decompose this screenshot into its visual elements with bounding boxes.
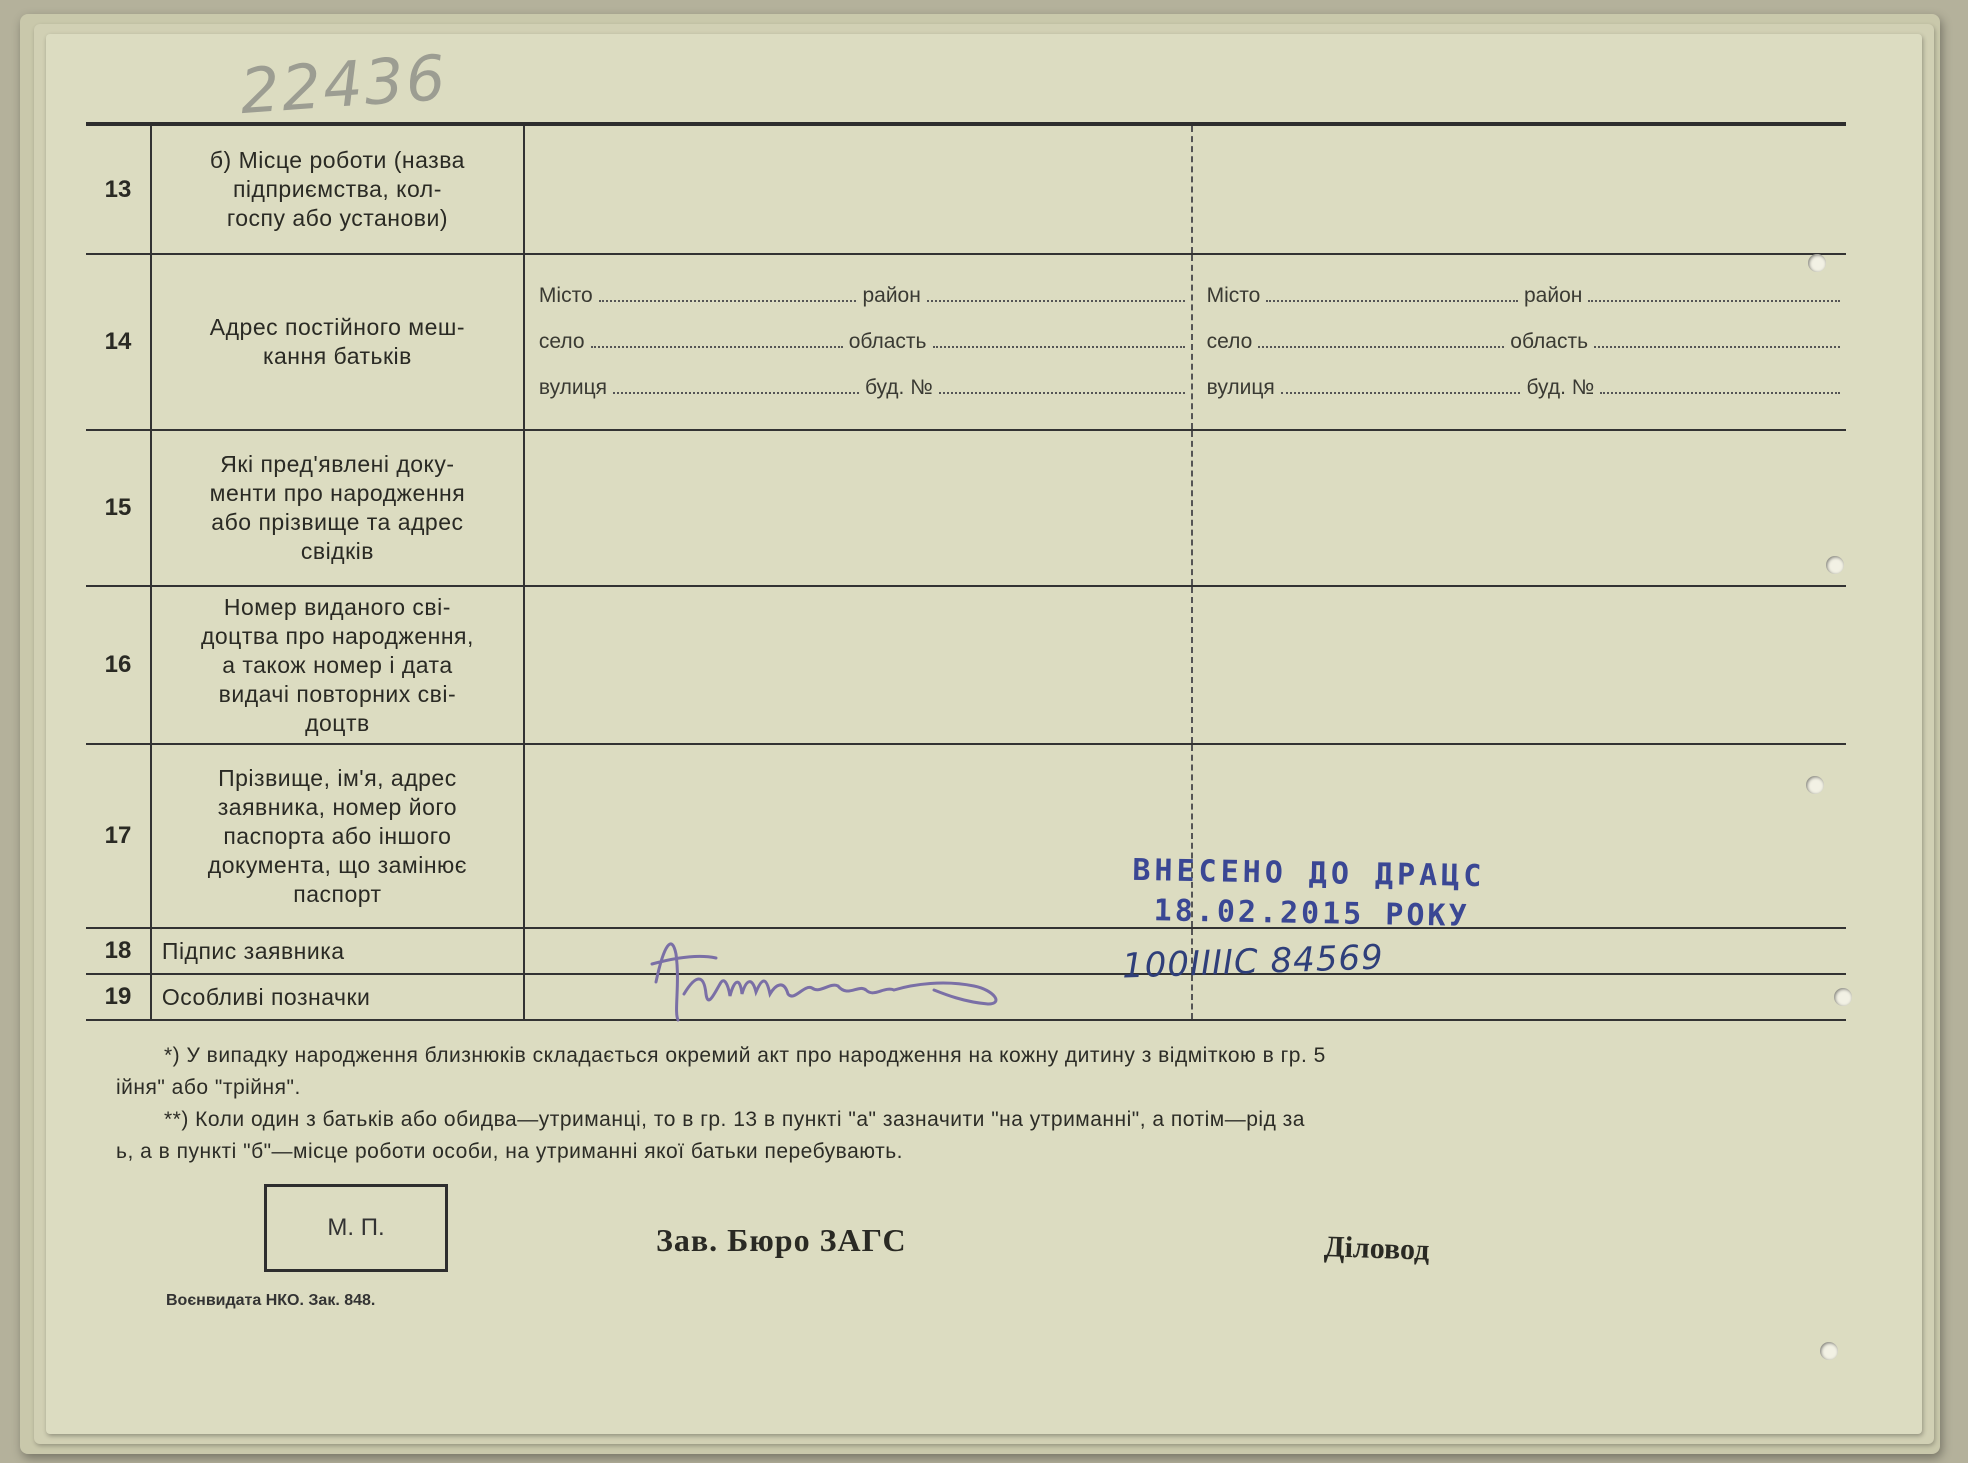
row-label-line: паспорта або іншого bbox=[223, 822, 452, 849]
address-label-region: область bbox=[848, 330, 927, 353]
row-label bbox=[151, 586, 524, 744]
row-label bbox=[151, 744, 524, 928]
binding-hole bbox=[1834, 988, 1852, 1006]
row-label-line: госпу або установи) bbox=[226, 205, 449, 231]
row-label-line: Номер виданого сві- bbox=[223, 593, 451, 620]
fill-in-line[interactable] bbox=[933, 332, 1185, 348]
row-label-line: Які пред'явлені доку- bbox=[220, 451, 455, 477]
father-cell[interactable] bbox=[524, 744, 1192, 928]
form-row bbox=[86, 586, 1846, 744]
address-line bbox=[1207, 319, 1846, 365]
father-cell[interactable] bbox=[524, 430, 1192, 586]
handwritten-record-number: 100IIIIC 84569 bbox=[1121, 937, 1385, 987]
footnote-1-cont: ійня" або "трійня". bbox=[116, 1076, 301, 1099]
address-label-district: район bbox=[862, 284, 921, 307]
fill-in-line[interactable] bbox=[1600, 378, 1840, 394]
footnote-2: **) Коли один з батьків або обидва—утриманці, то в гр. 13 в пункті "а" зазначити "на утриманні", а потім—рід за bbox=[164, 1108, 1305, 1131]
address-label-region: область bbox=[1510, 330, 1589, 353]
binding-hole bbox=[1808, 254, 1826, 272]
fill-in-line[interactable] bbox=[1588, 286, 1840, 302]
mother-cell[interactable] bbox=[1192, 254, 1846, 430]
fill-in-line[interactable] bbox=[1266, 286, 1518, 302]
address-line bbox=[539, 365, 1191, 411]
address-label-house: буд. № bbox=[1526, 376, 1595, 399]
row-label-line: а також номер і дата bbox=[222, 651, 453, 678]
row-number: 14 bbox=[86, 254, 151, 430]
clerk-title: Діловод bbox=[1323, 1230, 1430, 1267]
footnote-1: *) У випадку народження близнюків складається окремий акт про народження на кожну дитину з відміткою в гр. 5 bbox=[164, 1044, 1326, 1067]
mother-cell[interactable] bbox=[1192, 124, 1846, 254]
address-label-village: село bbox=[1206, 330, 1253, 353]
form-row bbox=[86, 254, 1846, 430]
row-label-line: паспорт bbox=[293, 880, 382, 907]
row-label-line: заявника, номер його bbox=[217, 793, 458, 820]
row-label-line: свідків bbox=[300, 538, 374, 564]
printer-imprint: Воєнвидата НКО. Зак. 848. bbox=[166, 1292, 376, 1309]
row-label-line: Особливі позначки bbox=[161, 983, 371, 1010]
seal-place-box: М. П. bbox=[264, 1184, 448, 1272]
row-label-line: менти про народження bbox=[209, 480, 466, 506]
row-label-line: Прізвище, ім'я, адрес bbox=[218, 764, 457, 791]
father-cell[interactable] bbox=[524, 254, 1192, 430]
registry-stamp-line2: 18.02.2015 РОКУ bbox=[1153, 893, 1470, 934]
registry-stamp-line1: ВНЕСЕНО ДО ДРАЦС bbox=[1132, 852, 1486, 895]
row-number: 16 bbox=[86, 586, 151, 744]
fill-in-line[interactable] bbox=[927, 286, 1185, 302]
address-line bbox=[539, 319, 1191, 365]
address-label-street: вулиця bbox=[1206, 376, 1275, 399]
registry-head-title: Зав. Бюро ЗАГС bbox=[656, 1222, 907, 1258]
address-label-village: село bbox=[538, 330, 585, 353]
fill-in-line[interactable] bbox=[591, 332, 843, 348]
row-label-line: Підпис заявника bbox=[161, 937, 345, 964]
address-line bbox=[539, 273, 1191, 319]
row-label bbox=[151, 974, 524, 1020]
fill-in-line[interactable] bbox=[1258, 332, 1504, 348]
father-cell[interactable] bbox=[524, 586, 1192, 744]
row-number: 18 bbox=[86, 928, 151, 974]
row-label-line: підприємства, кол- bbox=[232, 176, 442, 202]
row-label-line: видачі повторних сві- bbox=[218, 680, 457, 707]
mother-cell[interactable] bbox=[1192, 586, 1846, 744]
pencil-archive-number: 22436 bbox=[237, 40, 450, 129]
address-label-city: Місто bbox=[538, 284, 593, 307]
address-label-street: вулиця bbox=[538, 376, 608, 399]
address-label-city: Місто bbox=[1206, 284, 1261, 307]
footnotes bbox=[116, 1040, 1876, 1168]
row-label bbox=[151, 928, 524, 974]
row-number: 17 bbox=[86, 744, 151, 928]
fill-in-line[interactable] bbox=[599, 286, 857, 302]
binding-hole bbox=[1820, 1342, 1838, 1360]
row-label-line: Адрес постійного меш- bbox=[209, 314, 466, 340]
mother-cell[interactable] bbox=[1192, 430, 1846, 586]
row-label-line: документа, що замінює bbox=[207, 851, 468, 878]
address-line bbox=[1207, 273, 1846, 319]
row-label bbox=[151, 430, 524, 586]
document-sheet bbox=[46, 34, 1922, 1434]
row-label bbox=[151, 124, 524, 254]
fill-in-line[interactable] bbox=[1594, 332, 1840, 348]
form-row bbox=[86, 744, 1846, 928]
footnote-2-cont: ь, а в пункті "б"—місце роботи особи, на утриманні якої батьки перебувають. bbox=[116, 1140, 903, 1163]
row-label-line: доцтв bbox=[305, 709, 370, 736]
form-row bbox=[86, 124, 1846, 254]
row-label-line: б) Місце роботи (назва bbox=[209, 147, 465, 173]
address-label-house: буд. № bbox=[864, 376, 933, 399]
row-number: 13 bbox=[86, 124, 151, 254]
binding-hole bbox=[1826, 556, 1844, 574]
father-cell[interactable] bbox=[524, 124, 1192, 254]
address-label-district: район bbox=[1524, 284, 1583, 307]
binding-hole bbox=[1806, 776, 1824, 794]
form-row bbox=[86, 430, 1846, 586]
row-number: 19 bbox=[86, 974, 151, 1020]
row-label-line: доцтва про народження, bbox=[200, 622, 474, 649]
row-label bbox=[151, 254, 524, 430]
row-label-line: кання батьків bbox=[262, 343, 412, 369]
address-line bbox=[1207, 365, 1846, 411]
applicant-signature bbox=[644, 924, 1164, 1034]
row-number: 15 bbox=[86, 430, 151, 586]
form-table bbox=[86, 122, 1846, 1021]
fill-in-line[interactable] bbox=[613, 378, 859, 394]
fill-in-line[interactable] bbox=[1281, 378, 1521, 394]
mother-cell[interactable] bbox=[1192, 974, 1846, 1020]
fill-in-line[interactable] bbox=[939, 378, 1185, 394]
registry-stamp bbox=[1131, 851, 1485, 937]
row-label-line: або прізвище та адрес bbox=[211, 509, 464, 535]
